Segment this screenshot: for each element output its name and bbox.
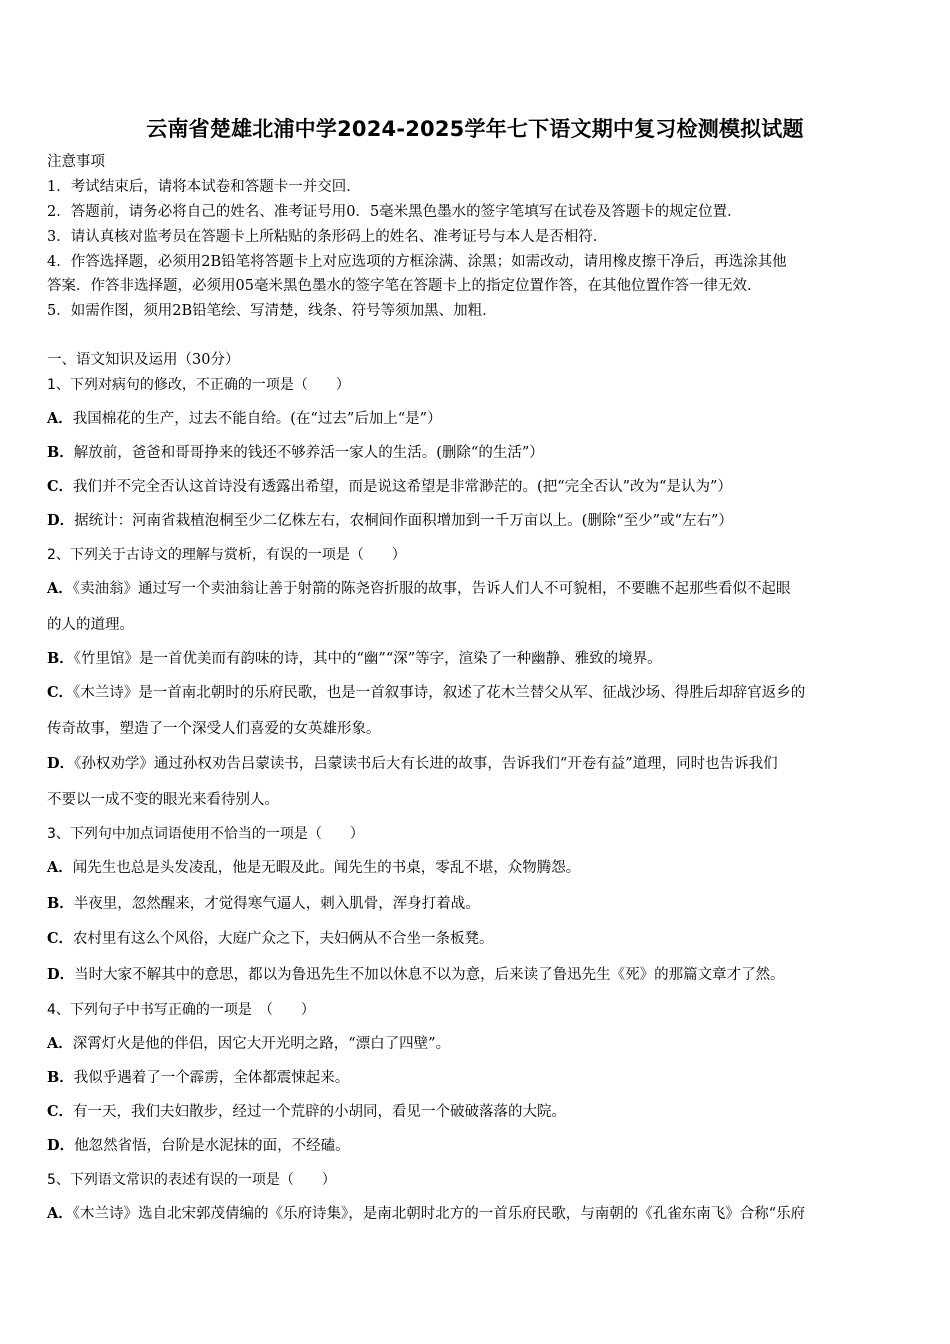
option-label: C．	[47, 684, 74, 701]
question-4-option-d	[47, 1136, 917, 1156]
question-3-option-c	[47, 929, 917, 949]
option-text: 我似乎遇着了一个霹雳，全体都震悚起来。	[73, 1070, 350, 1086]
option-label: D．	[47, 755, 75, 772]
question-3-stem: 3、下列句中加点词语使用不恰当的一项是（ ）	[47, 826, 364, 842]
option-text: 深霄灯火是他的伴侣，因它大开光明之路，“漂白了四壁”。	[72, 1036, 451, 1052]
question-1-option-b	[47, 443, 917, 463]
option-label: D．	[47, 1137, 75, 1154]
option-text: 《卖油翁》通过写一个卖油翁让善于射箭的陈尧咨折服的故事，告诉人们人不可貌相，不要瞧不起那些看似不起眼	[72, 581, 791, 597]
option-label: A．	[47, 580, 73, 597]
question-2-option-a	[47, 579, 917, 599]
option-label: D．	[47, 512, 75, 529]
option-label: A．	[47, 410, 73, 427]
question-5-option-a	[47, 1204, 917, 1224]
option-label: A．	[47, 1035, 73, 1052]
option-text: 据统计：河南省栽植泡桐至少二亿株左右，农桐间作面积增加到一千万亩以上。(删除“至少”或“左右”）	[74, 513, 733, 529]
option-text: 半夜里，忽然醒来，才觉得寒气逼人，刺入肌骨，浑身打着战。	[73, 896, 480, 912]
question-1-option-c	[47, 477, 917, 497]
question-4-option-c	[47, 1102, 917, 1122]
question-3-option-d	[47, 965, 917, 985]
question-5-stem: 5、下列语文常识的表述有误的一项是（ ）	[47, 1172, 336, 1188]
notice-item-5: 5．如需作图，须用2B铅笔绘、写清楚，线条、符号等须加黑、加粗．	[47, 303, 497, 319]
option-text: 《木兰诗》是一首南北朝时的乐府民歌，也是一首叙事诗，叙述了花木兰替父从军、征战沙场、得胜后却辞官返乡的	[73, 685, 806, 701]
option-label: C．	[47, 478, 74, 495]
option-label: D．	[47, 966, 75, 983]
question-3-option-a	[47, 858, 917, 878]
page-title: 云南省楚雄北浦中学2024-2025学年七下语文期中复习检测模拟试题	[146, 117, 804, 141]
option-label: C．	[47, 930, 74, 947]
question-2-option-a-cont: 的人的道理。	[47, 617, 134, 633]
notice-item-4-cont: 答案．作答非选择题，必须用05毫米黑色墨水的签字笔在答题卡上的指定位置作答，在其他位置作答一律无效．	[47, 278, 762, 294]
option-text: 《竹里馆》是一首优美而有韵味的诗，其中的“幽”“深”等字，渲染了一种幽静、雅致的境界。	[73, 651, 662, 667]
option-label: B．	[47, 1069, 74, 1086]
question-2-option-c-cont: 传奇故事，塑造了一个深受人们喜爱的女英雄形象。	[47, 721, 381, 737]
question-2-option-d	[47, 754, 917, 774]
option-text: 闻先生也总是头发凌乱，他是无暇及此。闻先生的书桌，零乱不堪，众物腾怨。	[72, 860, 581, 876]
option-text: 当时大家不解其中的意思，都以为鲁迅先生不加以休息不以为意，后来读了鲁迅先生《死》的那篇文章才了然。	[74, 967, 785, 983]
question-1-option-a	[47, 409, 917, 429]
question-2-option-c	[47, 683, 917, 703]
option-text: 他忽然省悟，台阶是水泥抹的面，不经磕。	[74, 1138, 350, 1154]
option-text: 我国棉花的生产，过去不能自给。(在“过去”后加上“是”）	[72, 411, 442, 427]
option-label: C．	[47, 1103, 74, 1120]
option-text: 有一天，我们夫妇散步，经过一个荒辟的小胡同，看见一个破破落落的大院。	[73, 1104, 567, 1120]
question-2-option-d-cont: 不要以一成不变的眼光来看待别人。	[47, 792, 279, 808]
question-2-stem: 2、下列关于古诗文的理解与赏析，有误的一项是（ ）	[47, 547, 406, 563]
notice-item-3: 3．请认真核对监考员在答题卡上所粘贴的条形码上的姓名、准考证号与本人是否相符．	[47, 229, 608, 245]
question-4-option-b	[47, 1068, 917, 1088]
notice-item-1: 1．考试结束后，请将本试卷和答题卡一并交回．	[47, 179, 361, 195]
option-text: 我们并不完全否认这首诗没有透露出希望，而是说这希望是非常渺茫的。(把“完全否认”改为“是认为”）	[73, 479, 732, 495]
notice-heading: 注意事项	[47, 154, 105, 170]
question-1-stem: 1、下列对病句的修改，不正确的一项是（ ）	[47, 377, 350, 393]
option-label: B．	[47, 650, 74, 667]
question-4-stem: 4、下列句子中书写正确的一项是 （ ）	[47, 1002, 315, 1018]
notice-item-2: 2．答题前，请务必将自己的姓名、准考证号用0．5毫米黑色墨水的签字笔填写在试卷及答题卡的规定位置．	[47, 204, 742, 220]
option-text: 解放前，爸爸和哥哥挣来的钱还不够养活一家人的生活。(删除“的生活”）	[73, 445, 544, 461]
question-3-option-b	[47, 894, 917, 914]
option-text: 《木兰诗》选自北宋郭茂倩编的《乐府诗集》，是南北朝时北方的一首乐府民歌，与南朝的《孔雀东南飞》合称“乐府	[72, 1206, 806, 1222]
question-2-option-b	[47, 649, 917, 669]
notice-item-4: 4．作答选择题，必须用2B铅笔将答题卡上对应选项的方框涂满、涂黑；如需改动，请用橡皮擦干净后，再选涂其他	[47, 254, 787, 270]
option-label: B．	[47, 444, 74, 461]
option-text: 农村里有这么个风俗，大庭广众之下，夫妇俩从不合坐一条板凳。	[73, 931, 494, 947]
question-4-option-a	[47, 1034, 917, 1054]
option-label: B．	[47, 895, 74, 912]
option-label: A．	[47, 1205, 73, 1222]
option-text: 《孙权劝学》通过孙权劝告吕蒙读书，吕蒙读书后大有长进的故事，告诉我们“开卷有益”道理，同时也告诉我们	[74, 756, 778, 772]
question-1-option-d	[47, 511, 917, 531]
option-label: A．	[47, 859, 73, 876]
section-heading: 一、语文知识及运用（30分）	[47, 352, 240, 368]
